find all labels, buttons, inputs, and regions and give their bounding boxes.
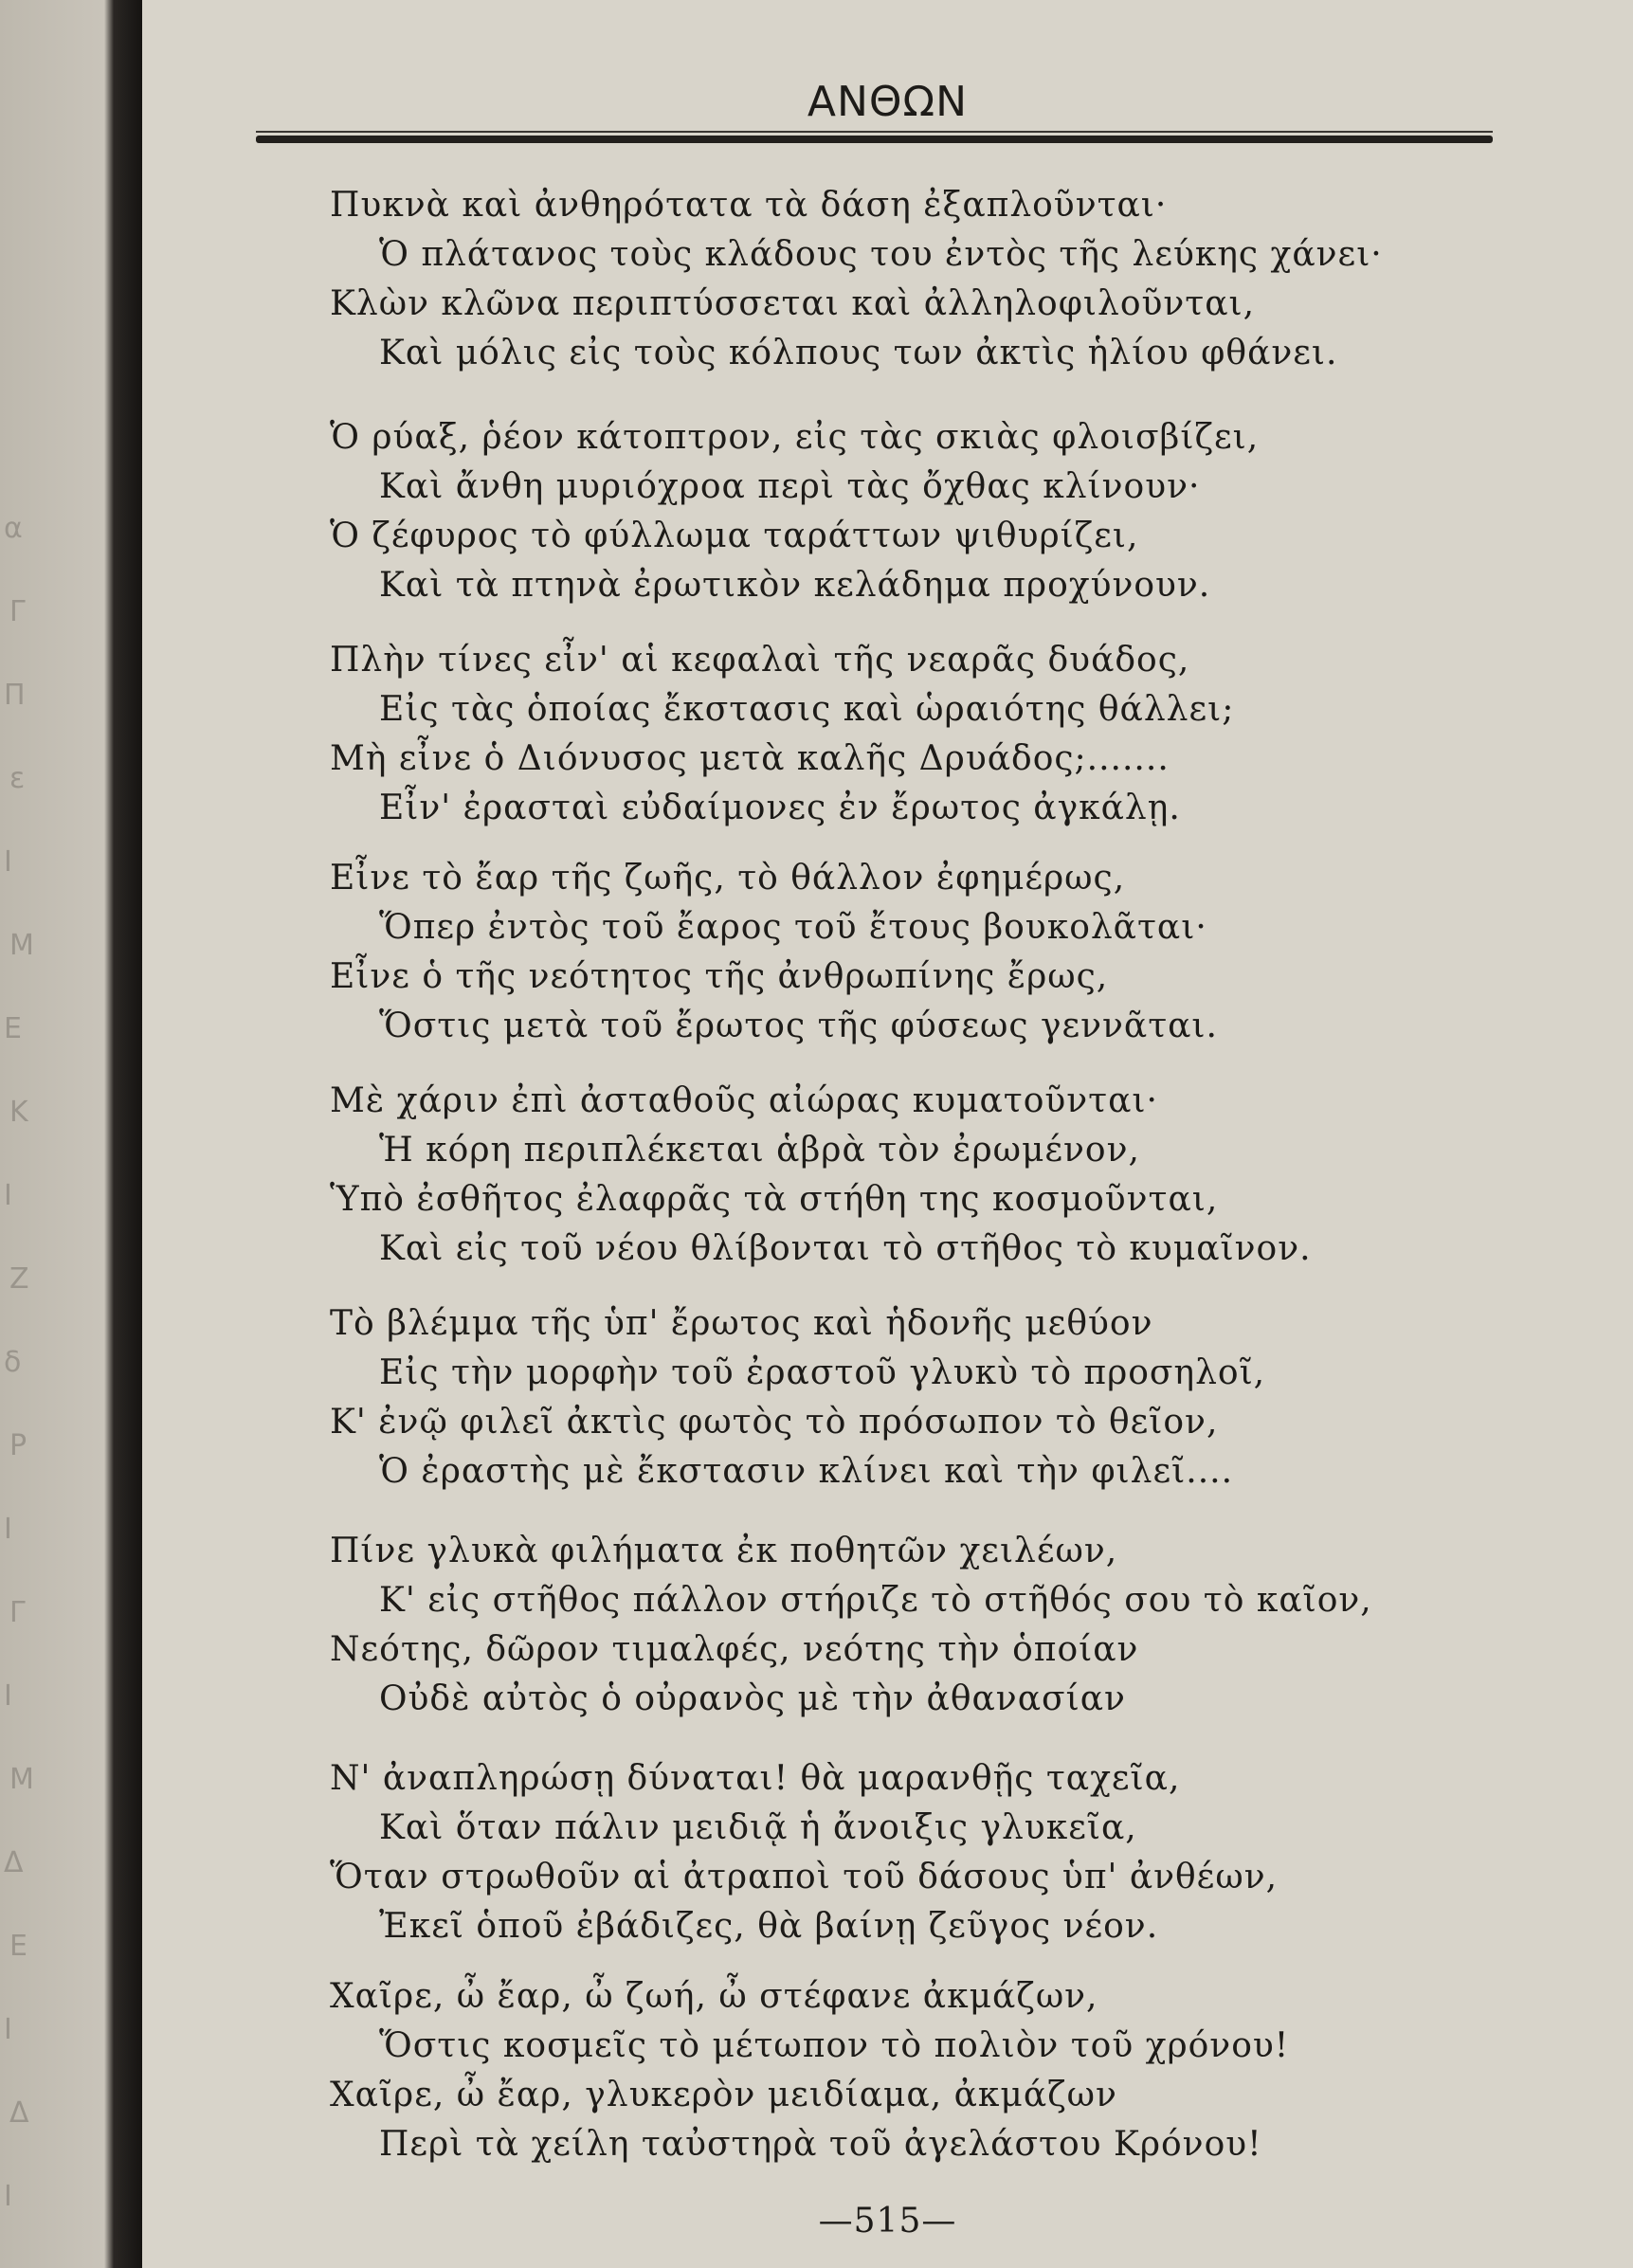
bleed-glyph: Κ <box>9 1096 28 1129</box>
bleed-glyph: Ι <box>4 1513 12 1546</box>
poem-line: Τὸ βλέμμα τῆς ὑπ' ἔρωτος καὶ ἡδονῆς μεθύον <box>330 1304 1153 1343</box>
poem-line: Καὶ μόλις εἰς τοὺς κόλπους των ἀκτὶς ἡλίου φθάνει. <box>379 334 1338 372</box>
bleed-glyph: Γ <box>9 1596 26 1629</box>
bleed-glyph: Δ <box>4 1846 24 1879</box>
bleed-glyph: Μ <box>9 929 34 962</box>
poem-line: Ὁ ρύαξ, ῥέον κάτοπτρον, εἰς τὰς σκιὰς φλοισβίζει, <box>330 418 1260 457</box>
poem-line: Ὅστις κοσμεῖς τὸ μέτωπον τὸ πολιὸν τοῦ χρόνου! <box>379 2026 1290 2065</box>
poem-line: Καὶ ἄνθη μυριόχροα περὶ τὰς ὄχθας κλίνουν· <box>379 467 1201 506</box>
header-rule-thin <box>256 131 1493 133</box>
poem-line: Κ' εἰς στῆθος πάλλον στήριζε τὸ στῆθός σου τὸ καῖον, <box>379 1581 1372 1620</box>
bleed-glyph: Ι <box>4 1179 12 1212</box>
bleed-glyph: Γ <box>9 595 26 628</box>
poem-line: Ὑπὸ ἐσθῆτος ἐλαφρᾶς τὰ στήθη της κοσμοῦνται, <box>330 1180 1219 1219</box>
poem-line: Εἰς τὴν μορφὴν τοῦ ἐραστοῦ γλυκὺ τὸ προσηλοῖ, <box>379 1353 1266 1392</box>
bleed-glyph: α <box>4 512 23 545</box>
poem-line: Εἶνε τὸ ἔαρ τῆς ζωῆς, τὸ θάλλον ἐφημέρως, <box>330 859 1126 898</box>
poem-line: Πυκνὰ καὶ ἀνθηρότατα τὰ δάση ἐξαπλοῦνται· <box>330 186 1168 225</box>
book-gutter <box>0 0 142 2268</box>
poem-line: Καὶ ὅταν πάλιν μειδιᾷ ἡ ἄνοιξις γλυκεῖα, <box>379 1808 1137 1847</box>
poem-line: Ὁ ζέφυρος τὸ φύλλωμα ταράττων ψιθυρίζει, <box>330 517 1139 555</box>
poem-line: Πίνε γλυκὰ φιλήματα ἐκ ποθητῶν χειλέων, <box>330 1532 1118 1570</box>
bleed-glyph: Ε <box>9 1930 27 1963</box>
poem-line: Περὶ τὰ χείλη ταὐστηρὰ τοῦ ἀγελάστου Κρόνου! <box>379 2125 1262 2164</box>
poem-line: Ὁ ἐραστὴς μὲ ἔκστασιν κλίνει καὶ τὴν φιλεῖ.... <box>379 1452 1234 1491</box>
poem-line: Ὅστις μετὰ τοῦ ἔρωτος τῆς φύσεως γεννᾶται. <box>379 1007 1218 1045</box>
poem-line: Μὴ εἶνε ὁ Διόνυσος μετὰ καλῆς Δρυάδος;....... <box>330 739 1170 778</box>
running-header: ΑΝΘΩΝ <box>807 78 969 126</box>
bleed-glyph: Ε <box>4 1012 22 1045</box>
poem-line: Χαῖρε, ὦ ἔαρ, γλυκερὸν μειδίαμα, ἀκμάζων <box>330 2076 1117 2114</box>
bleed-glyph: δ <box>4 1346 22 1379</box>
bleed-glyph: Ι <box>4 1679 12 1713</box>
poem-line: Ἡ κόρη περιπλέκεται ἁβρὰ τὸν ἐρωμένον, <box>379 1131 1140 1170</box>
poem-line: Ὅπερ ἐντὸς τοῦ ἔαρος τοῦ ἔτους βουκολᾶται· <box>379 908 1207 947</box>
poem-line: Νεότης, δῶρον τιμαλφές, νεότης τὴν ὁποίαν <box>330 1630 1139 1669</box>
poem-line: Μὲ χάριν ἐπὶ ἀσταθοῦς αἰώρας κυματοῦνται· <box>330 1081 1158 1120</box>
poem-line: Καὶ εἰς τοῦ νέου θλίβονται τὸ στῆθος τὸ κυμαῖνον. <box>379 1229 1312 1268</box>
poem-line: Κ' ἐνῷ φιλεῖ ἀκτὶς φωτὸς τὸ πρόσωπον τὸ θεῖον, <box>330 1403 1219 1442</box>
header-rule <box>256 136 1493 143</box>
bleed-glyph: Μ <box>9 1763 34 1796</box>
bleed-glyph: Ζ <box>9 1262 29 1296</box>
page-number: —515— <box>818 2202 957 2241</box>
poem-line: Εἶνε ὁ τῆς νεότητος τῆς ἀνθρωπίνης ἔρως, <box>330 957 1109 996</box>
bleed-glyph: Π <box>4 679 26 712</box>
bleed-glyph: Ι <box>4 845 12 879</box>
poem-line: Ν' ἀναπληρώσῃ δύναται! θὰ μαρανθῇς ταχεῖα, <box>330 1759 1181 1798</box>
poem-line: Ἐκεῖ ὁποῦ ἐβάδιζες, θὰ βαίνῃ ζεῦγος νέον. <box>379 1907 1159 1946</box>
bleed-glyph: ε <box>9 762 26 795</box>
poem-line: Εἶν' ἐρασταὶ εὐδαίμονες ἐν ἔρωτος ἀγκάλῃ. <box>379 789 1181 827</box>
book-page <box>142 0 1633 2268</box>
bleed-glyph: Ι <box>4 2013 12 2046</box>
poem-line: Πλὴν τίνες εἶν' αἱ κεφαλαὶ τῆς νεαρᾶς δυάδος, <box>330 641 1190 680</box>
bleed-glyph: Ρ <box>9 1429 27 1462</box>
poem-line: Ὅταν στρωθοῦν αἱ ἀτραποὶ τοῦ δάσους ὑπ' ἀνθέων, <box>330 1858 1279 1896</box>
poem-line: Οὐδὲ αὐτὸς ὁ οὐρανὸς μὲ τὴν ἀθανασίαν <box>379 1679 1126 1718</box>
poem-line: Ὁ πλάτανος τοὺς κλάδους του ἐντὸς τῆς λεύκης χάνει· <box>379 235 1383 274</box>
bleed-glyph: Ι <box>4 2180 12 2213</box>
poem-line: Κλὼν κλῶνα περιπτύσσεται καὶ ἀλληλοφιλοῦνται, <box>330 284 1256 323</box>
poem-line: Χαῖρε, ὦ ἔαρ, ὦ ζωή, ὦ στέφανε ἀκμάζων, <box>330 1977 1098 2016</box>
poem-line: Καὶ τὰ πτηνὰ ἐρωτικὸν κελάδημα προχύνουν. <box>379 566 1211 605</box>
poem-line: Εἰς τὰς ὁποίας ἔκστασις καὶ ὡραιότης θάλλει; <box>379 690 1235 729</box>
bleed-glyph: Δ <box>9 2096 29 2130</box>
